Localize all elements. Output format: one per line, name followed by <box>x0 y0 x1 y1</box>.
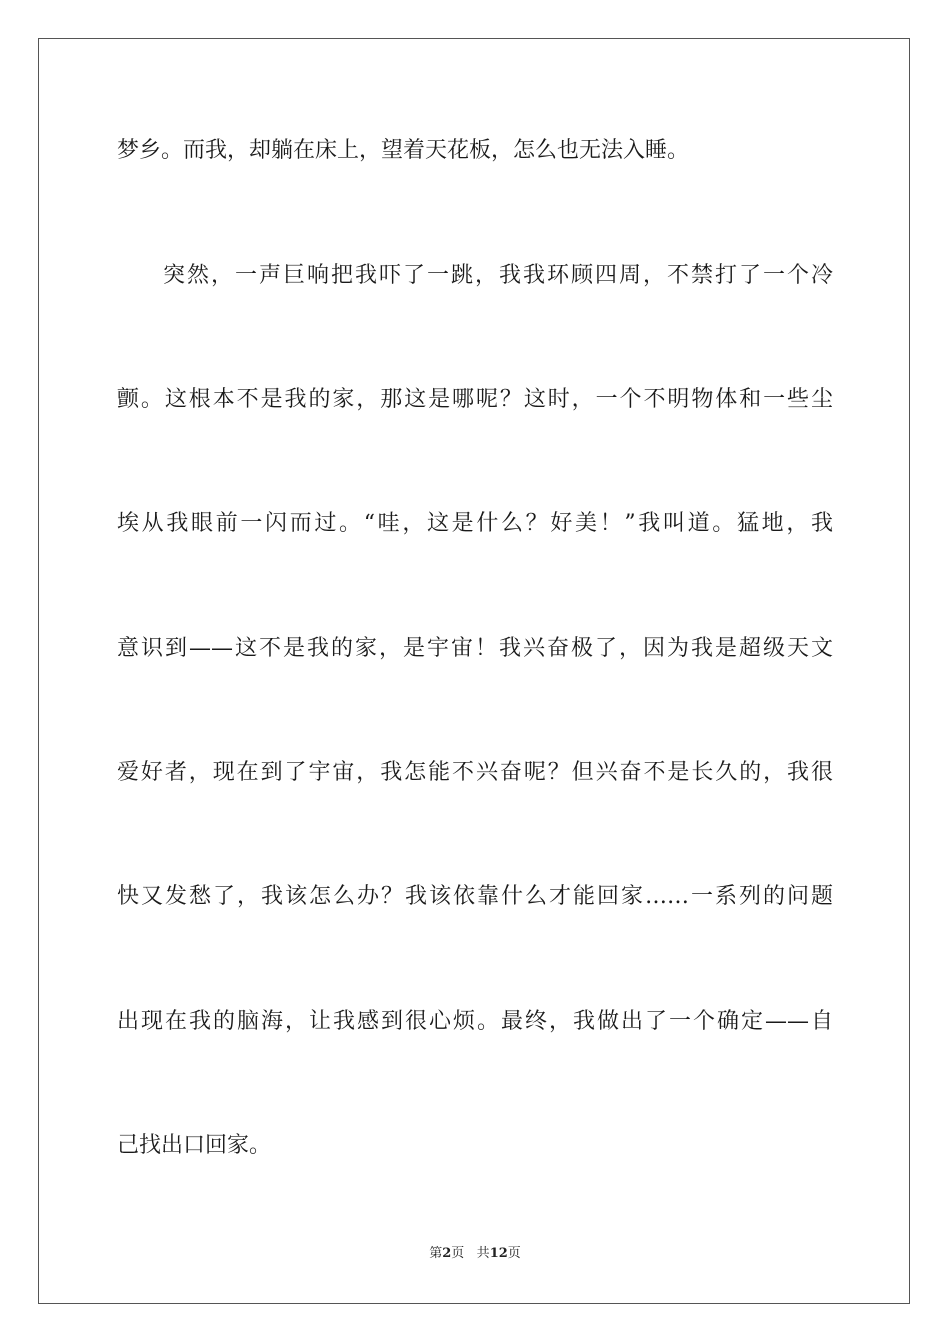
current-page-number: 2 <box>442 1246 452 1261</box>
page-prefix: 第 <box>429 1246 443 1261</box>
total-suffix: 页 <box>507 1246 521 1261</box>
total-pages-number: 12 <box>489 1246 508 1261</box>
page-suffix: 页 <box>451 1246 465 1261</box>
total-prefix: 共 <box>476 1246 490 1261</box>
page-footer <box>0 1245 950 1263</box>
body-text-line: 突然，一声巨响把我吓了一跳，我我环顾四周，不禁打了一个冷 <box>163 263 833 288</box>
body-text-line: 梦乡。而我，却躺在床上，望着天花板，怎么也无法入睡。 <box>117 138 690 163</box>
page-border <box>38 38 910 1304</box>
body-text-line: 意识到——这不是我的家，是宇宙！我兴奋极了，因为我是超级天文 <box>117 636 833 661</box>
body-text-line: 颤。这根本不是我的家，那这是哪呢？这时，一个不明物体和一些尘 <box>117 387 833 412</box>
body-text-line: 出现在我的脑海，让我感到很心烦。最终，我做出了一个确定——自 <box>117 1009 833 1034</box>
body-text-line: 己找出口回家。 <box>117 1133 272 1158</box>
body-text-line: 埃从我眼前一闪而过。“哇，这是什么？好美！”我叫道。猛地，我 <box>117 511 833 536</box>
body-text-line: 快又发愁了，我该怎么办？我该依靠什么才能回家……一系列的问题 <box>117 884 833 909</box>
body-text-line: 爱好者，现在到了宇宙，我怎能不兴奋呢？但兴奋不是长久的，我很 <box>117 760 833 785</box>
